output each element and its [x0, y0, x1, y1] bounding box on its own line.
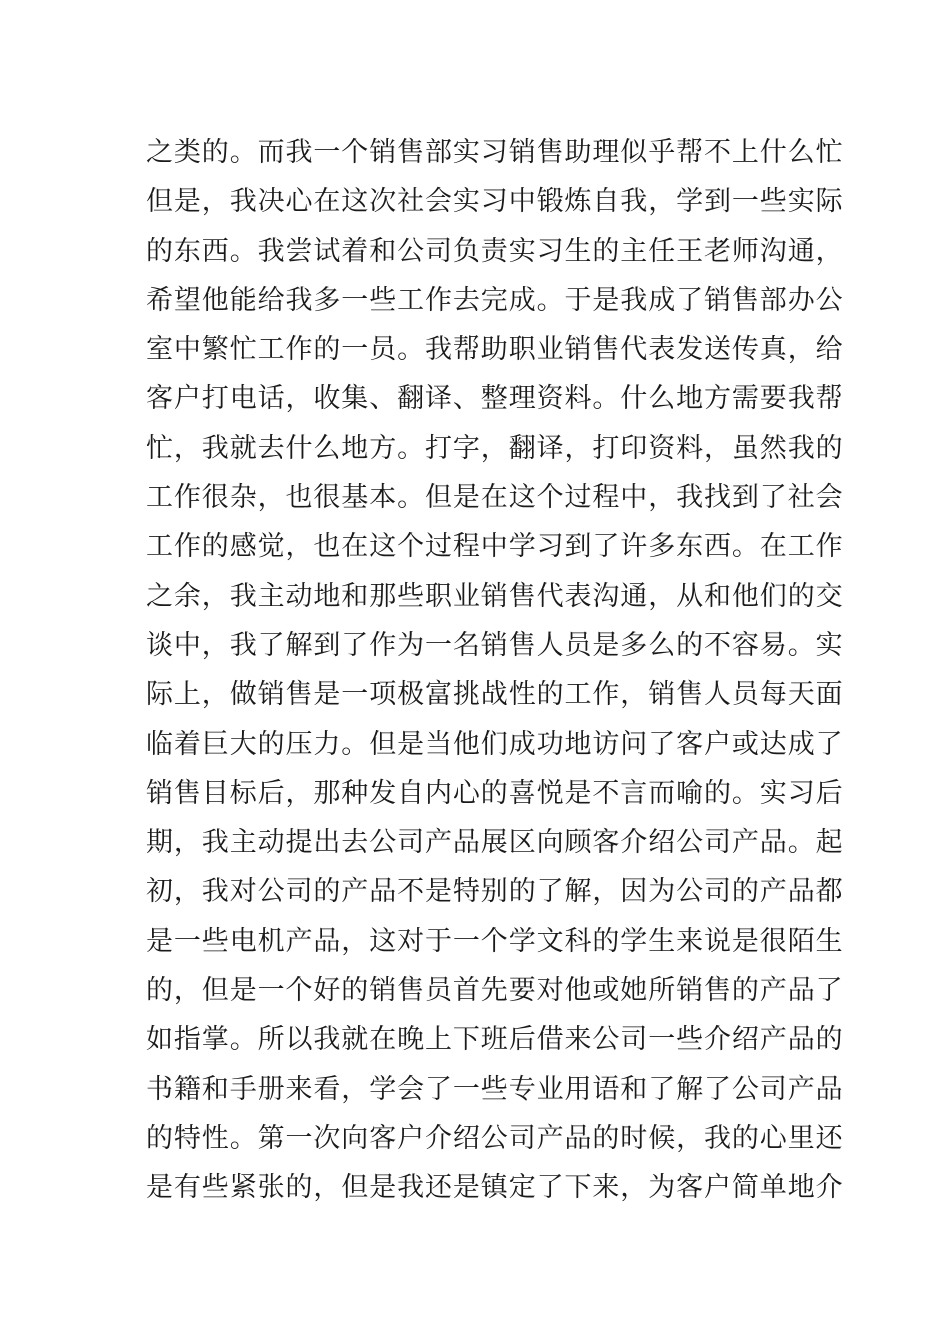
text-line: 室中繁忙工作的一员。我帮助职业销售代表发送传真，给: [146, 334, 844, 366]
text-line: 书籍和手册来看，学会了一些专业用语和了解了公司产品: [146, 1073, 844, 1105]
text-line: 的，但是一个好的销售员首先要对他或她所销售的产品了: [146, 975, 844, 1007]
text-line: 工作的感觉，也在这个过程中学习到了许多东西。在工作: [146, 531, 844, 563]
text-line: 是一些电机产品，这对于一个学文科的学生来说是很陌生: [146, 925, 844, 957]
text-line: 初，我对公司的产品不是特别的了解，因为公司的产品都: [146, 876, 844, 908]
text-line: 际上，做销售是一项极富挑战性的工作，销售人员每天面: [146, 679, 844, 711]
text-line: 忙，我就去什么地方。打字，翻译，打印资料，虽然我的: [146, 432, 844, 464]
text-line: 的特性。第一次向客户介绍公司产品的时候，我的心里还: [146, 1122, 844, 1154]
text-line: 如指掌。所以我就在晚上下班后借来公司一些介绍产品的: [146, 1024, 844, 1056]
text-line: 的东西。我尝试着和公司负责实习生的主任王老师沟通，: [146, 235, 844, 267]
text-line: 临着巨大的压力。但是当他们成功地访问了客户或达成了: [146, 728, 844, 760]
text-line: 是有些紧张的，但是我还是镇定了下来，为客户简单地介: [146, 1172, 844, 1204]
text-line: 但是，我决心在这次社会实习中锻炼自我，学到一些实际: [146, 186, 844, 218]
text-line: 销售目标后，那种发自内心的喜悦是不言而喻的。实习后: [146, 777, 844, 809]
body-text: [146, 128, 844, 1213]
text-line: 之余，我主动地和那些职业销售代表沟通，从和他们的交: [146, 580, 844, 612]
text-line: 客户打电话，收集、翻译、整理资料。什么地方需要我帮: [146, 383, 844, 415]
text-line: 之类的。而我一个销售部实习销售助理似乎帮不上什么忙: [146, 137, 844, 168]
text-line: 谈中，我了解到了作为一名销售人员是多么的不容易。实: [146, 629, 844, 661]
text-line: 期，我主动提出去公司产品展区向顾客介绍公司产品。起: [146, 827, 844, 859]
text-line: 希望他能给我多一些工作去完成。于是我成了销售部办公: [146, 284, 844, 316]
text-line: 工作很杂，也很基本。但是在这个过程中，我找到了社会: [146, 482, 844, 514]
